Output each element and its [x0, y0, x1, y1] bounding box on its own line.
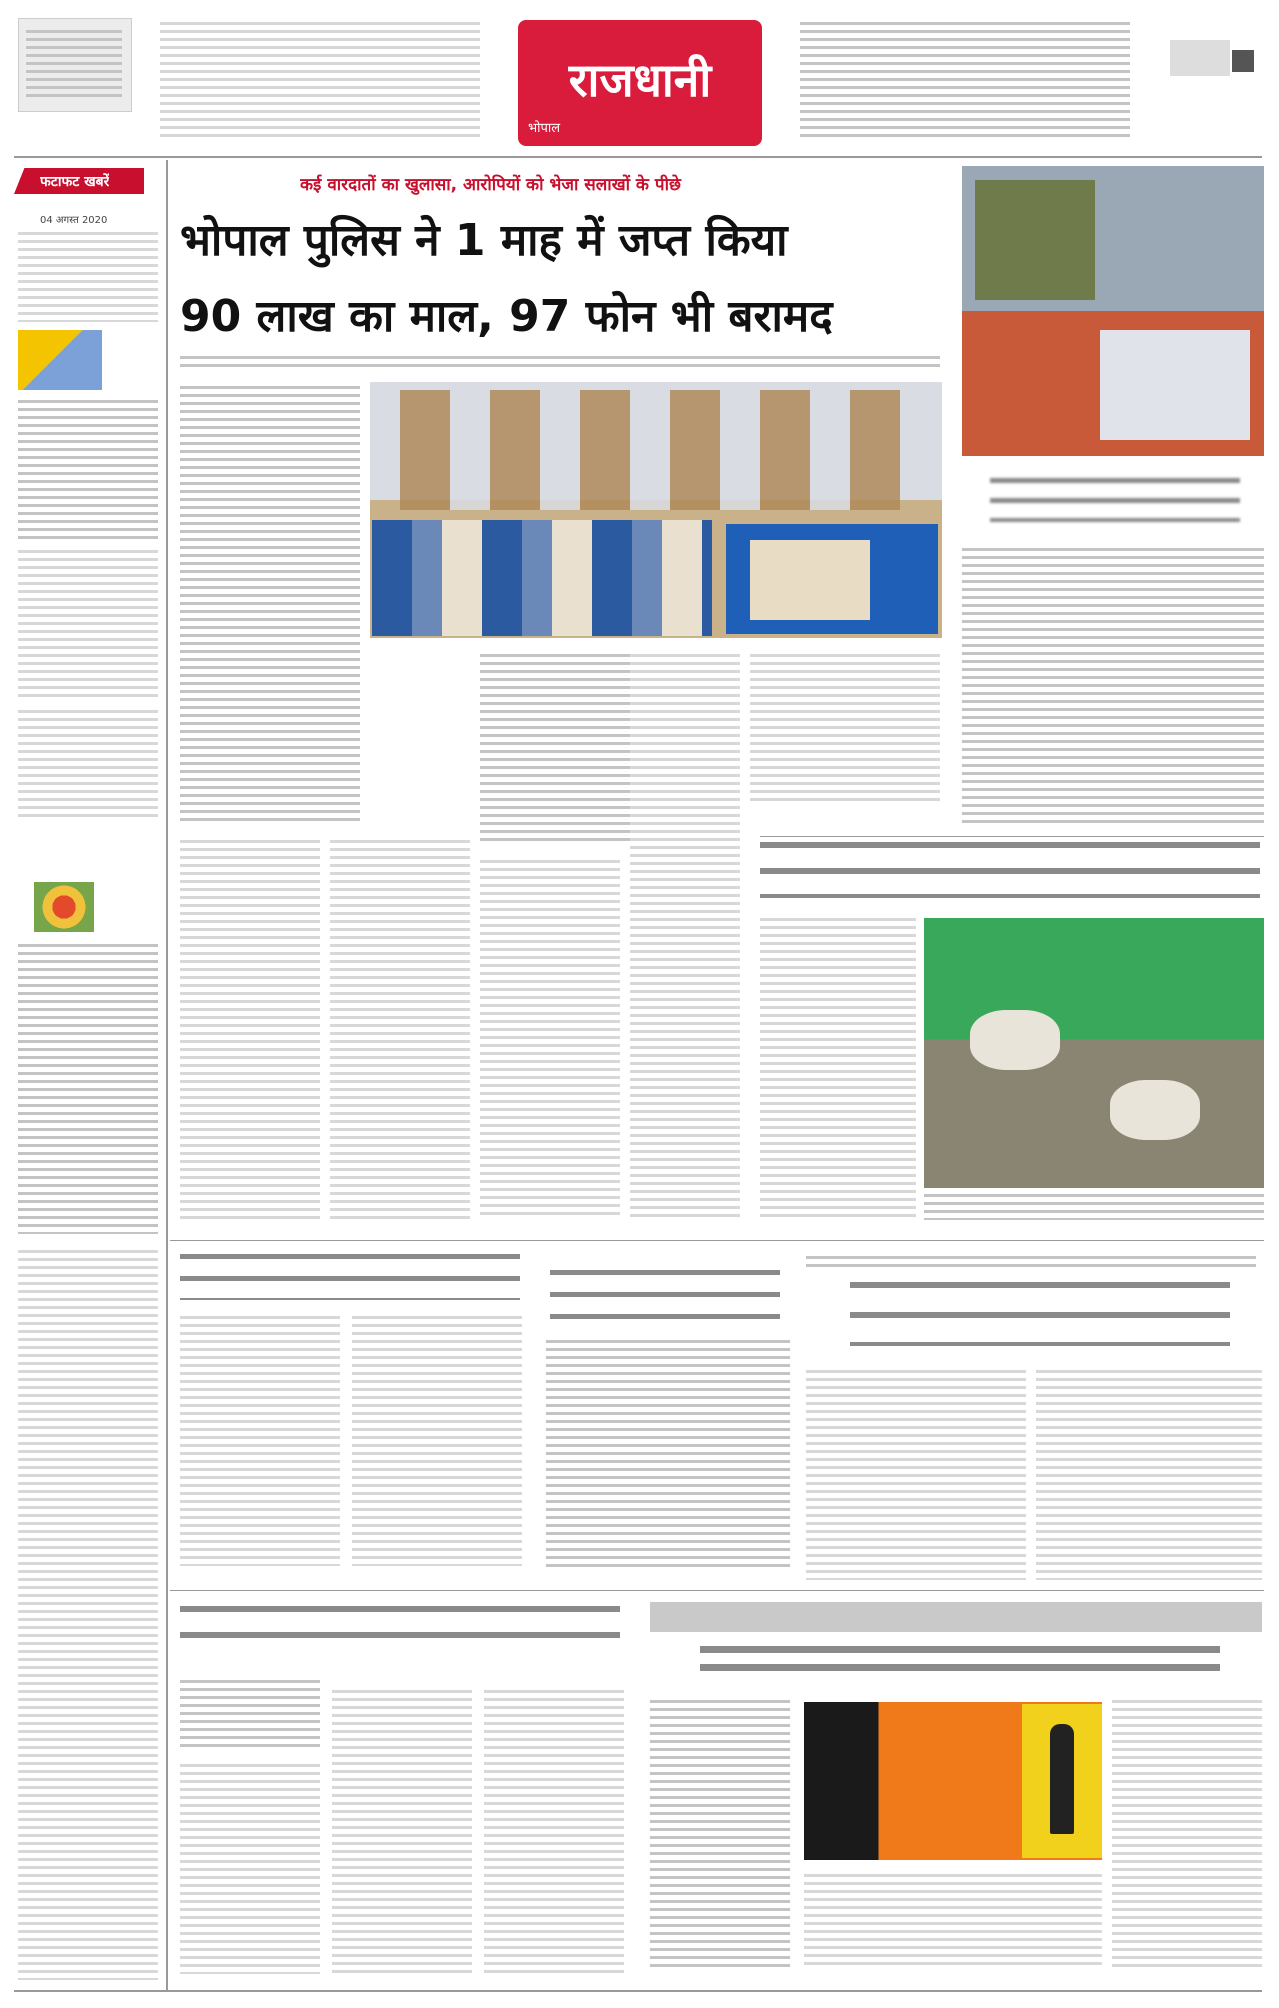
lead-headline-line1: भोपाल पुलिस ने 1 माह में जप्त किया	[180, 215, 788, 266]
lead-headline-line2: 90 लाख का माल, 97 फोन भी बरामद	[180, 291, 833, 342]
lead-body-col3	[480, 860, 620, 1220]
brief-2	[18, 400, 158, 540]
top-right-badge-icon	[1232, 50, 1254, 72]
story-c-headline	[850, 1282, 1230, 1346]
left-column-divider	[166, 160, 168, 1990]
story-d-intro	[180, 1680, 320, 1750]
right-top-photo-shop	[1100, 330, 1250, 440]
story-d-headline	[180, 1606, 620, 1656]
masthead-city: भोपाल	[528, 121, 561, 136]
right-mid-photo-cow2	[1110, 1080, 1200, 1140]
brief-3	[18, 550, 158, 700]
lead-photo-seized-items	[372, 520, 712, 636]
lead-kicker: कई वारदातों का खुलासा, आरोपियों को भेजा सलाखों के पीछे	[300, 175, 681, 195]
right-top-headline	[990, 478, 1240, 522]
page-bottom-rule	[14, 1990, 1262, 1992]
story-b-headline	[550, 1270, 780, 1328]
masthead-divider	[14, 156, 1262, 158]
right-mid-caption	[924, 1194, 1264, 1220]
story-d-body-col2	[332, 1690, 472, 1974]
right-mid-photo-cow1	[970, 1010, 1060, 1070]
story-e-kicker-bar	[650, 1602, 1262, 1632]
top-teaser-text	[160, 22, 480, 142]
story-c-body-col2	[1036, 1370, 1262, 1580]
briefs-section-label: फटाफट खबरें	[40, 174, 110, 190]
mid-divider-2	[170, 1240, 1264, 1241]
lead-body-col2	[330, 840, 470, 1220]
story-d-body-col3	[484, 1690, 624, 1974]
lead-intro-text	[180, 386, 360, 826]
top-right-badge	[1170, 40, 1230, 76]
right-top-body	[962, 548, 1264, 828]
right-top-photo-truck	[975, 180, 1095, 300]
story-c-body-col1	[806, 1370, 1026, 1580]
lead-photo-officers	[400, 390, 900, 510]
story-e-body-left	[650, 1700, 790, 1970]
briefs-date: 04 अगस्त 2020	[40, 215, 108, 226]
top-right-teaser	[800, 22, 1130, 140]
story-c-kicker	[806, 1256, 1256, 1270]
lead-body-col4	[630, 654, 740, 1220]
story-a-headline	[180, 1254, 520, 1300]
lead-photo-inset-box	[750, 540, 870, 620]
story-e-body-bottom	[804, 1874, 1102, 1970]
lead-body-col5	[750, 654, 940, 804]
top-left-ad-text	[26, 30, 122, 100]
lead-body-col1	[180, 840, 320, 1220]
mid-divider-3	[170, 1590, 1264, 1591]
story-e-photo-silhouette	[1050, 1724, 1074, 1834]
story-d-body-col1	[180, 1764, 320, 1974]
story-e-body-right	[1112, 1700, 1262, 1970]
brief-6	[18, 1250, 158, 1980]
right-mid-body	[760, 918, 916, 1218]
story-a-body-col1	[180, 1316, 340, 1566]
mid-divider-1	[760, 836, 1264, 837]
story-b-body	[546, 1340, 790, 1570]
brief-1-photo	[18, 330, 102, 390]
story-a-body-col2	[352, 1316, 522, 1566]
brief-4-photo	[34, 882, 94, 932]
brief-1	[18, 232, 158, 322]
section-title: राजधानी	[568, 53, 712, 107]
right-mid-headline	[760, 842, 1260, 898]
brief-5	[18, 944, 158, 1234]
brief-4	[18, 710, 158, 820]
story-e-headline	[700, 1646, 1220, 1682]
lead-subheadline	[180, 356, 940, 372]
